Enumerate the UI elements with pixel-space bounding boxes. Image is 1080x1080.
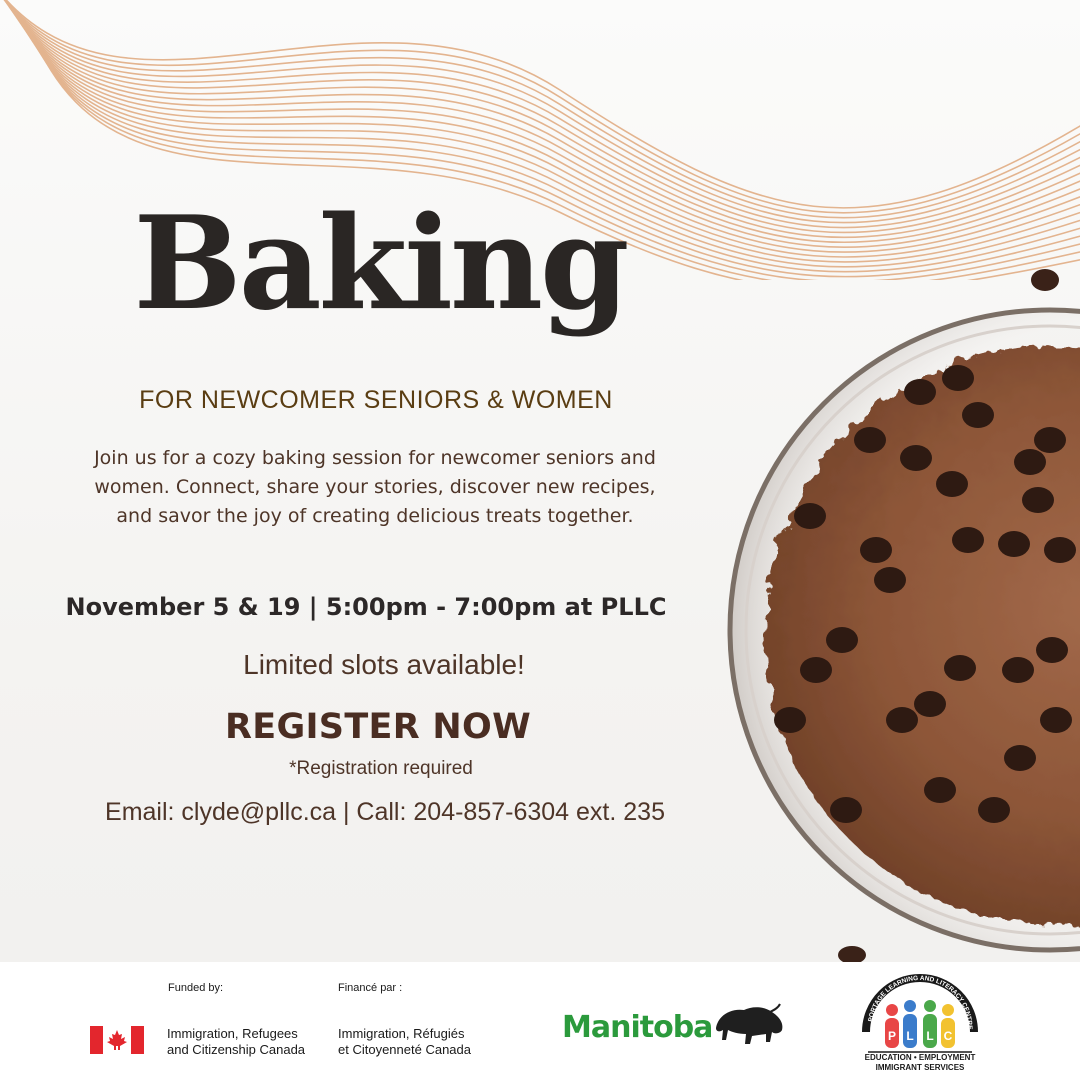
canada-flag-icon	[90, 1026, 144, 1054]
chocolate-chip	[860, 537, 892, 563]
chocolate-chip	[1014, 449, 1046, 475]
cookie-dough-bowl-image	[720, 250, 1080, 970]
chocolate-chip	[794, 503, 826, 529]
chocolate-chip	[944, 655, 976, 681]
event-description: Join us for a cozy baking session for newcomer seniors and women. Connect, share your stories, discover new recipes, and savor the joy of creating delicious treats together.	[94, 447, 656, 527]
chocolate-chip	[978, 797, 1010, 823]
pllc-services-line2: IMMIGRANT SERVICES	[875, 1063, 965, 1072]
chocolate-chip	[1022, 487, 1054, 513]
availability-text: Limited slots available!	[243, 649, 525, 680]
pllc-letter-l1: L	[906, 1029, 914, 1043]
manitoba-wordmark: Manitoba	[562, 1010, 713, 1045]
sponsor-footer	[0, 962, 1080, 1080]
chocolate-chip	[1004, 745, 1036, 771]
chocolate-chip	[1040, 707, 1072, 733]
chocolate-chip	[886, 707, 918, 733]
chocolate-chip	[826, 627, 858, 653]
event-title: Baking	[133, 189, 627, 339]
event-subtitle: FOR NEWCOMER SENIORS & WOMEN	[139, 386, 613, 414]
chocolate-chip	[1034, 427, 1066, 453]
chocolate-chip	[942, 365, 974, 391]
chocolate-chip	[962, 402, 994, 428]
pllc-arc-text: PORTAGE LEARNING AND LITERACY CENTRE	[867, 974, 974, 1030]
ircc-name-french: Immigration, Réfugiés et Citoyenneté Canada	[338, 1026, 471, 1057]
funded-by-label: Funded by:	[168, 982, 224, 994]
chocolate-chip	[1002, 657, 1034, 683]
chocolate-chip	[936, 471, 968, 497]
register-now-cta[interactable]: REGISTER NOW	[225, 707, 531, 747]
chocolate-chip	[998, 531, 1030, 557]
pllc-letter-l2: L	[926, 1029, 934, 1043]
chocolate-chip	[924, 777, 956, 803]
chocolate-chip	[830, 797, 862, 823]
chocolate-chip	[900, 445, 932, 471]
chocolate-chip	[1044, 537, 1076, 563]
chocolate-chip	[854, 427, 886, 453]
event-datetime: November 5 & 19 | 5:00pm - 7:00pm at PLLC	[65, 593, 667, 621]
chocolate-chip	[874, 567, 906, 593]
registration-note: *Registration required	[289, 758, 473, 779]
chocolate-chip	[914, 691, 946, 717]
wave-line	[0, 0, 1080, 208]
chocolate-chip	[1036, 637, 1068, 663]
bison-icon	[712, 1002, 788, 1050]
chocolate-chip	[800, 657, 832, 683]
finance-par-label: Financé par :	[338, 982, 403, 994]
ircc-name-english: Immigration, Refugees and Citizenship Canada	[167, 1026, 306, 1057]
pllc-letter-p: P	[887, 1029, 897, 1043]
chocolate-chip	[774, 707, 806, 733]
contact-info: Email: clyde@pllc.ca | Call: 204-857-6304 ext. 235	[105, 798, 665, 826]
pllc-letter-c: C	[943, 1029, 953, 1043]
chocolate-chip	[952, 527, 984, 553]
pllc-services-line1: EDUCATION • EMPLOYMENT	[864, 1053, 976, 1062]
chocolate-chip	[904, 379, 936, 405]
